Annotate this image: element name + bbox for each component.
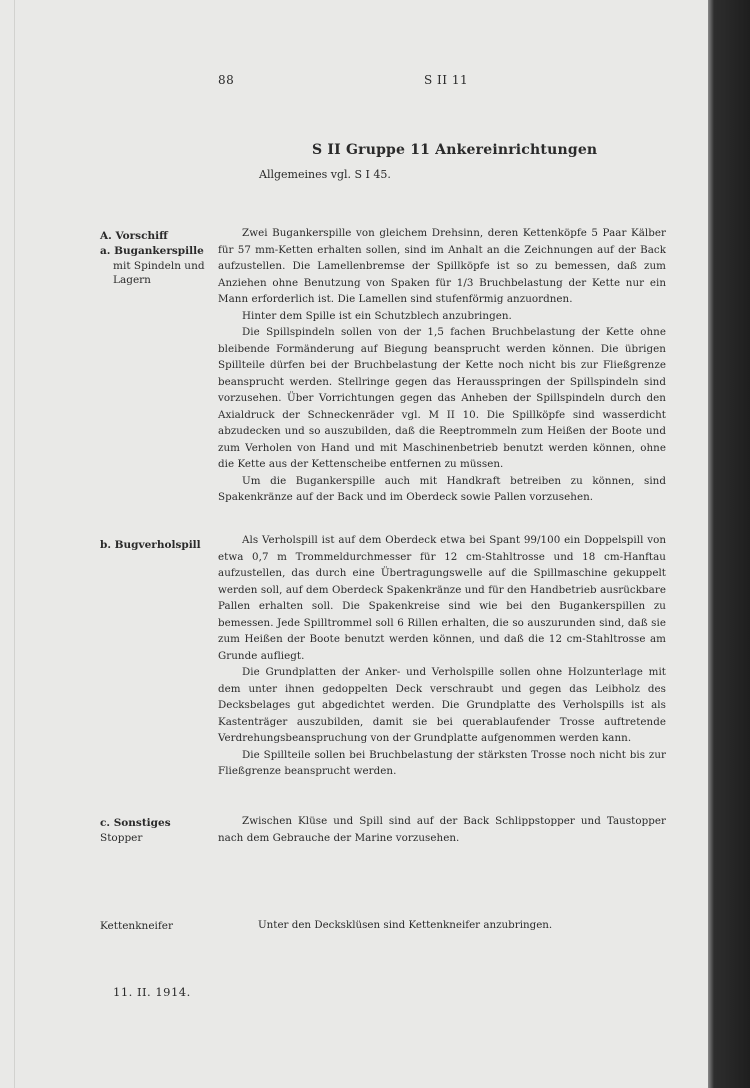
footer-date: 11. II. 1914.: [113, 985, 191, 999]
label-kettenkneifer: Kettenkneifer: [100, 920, 174, 932]
scan-edge: [708, 0, 750, 1088]
page-fold-line: [14, 0, 15, 1088]
paragraph: Als Verholspill ist auf dem Oberdeck etwa bei Spant 99/100 ein Doppelspill von etwa 0,7 m Trommeldurchmesser für 12 cm-Stahltrosse und 18 cm-Hanftau aufzustellen, das durch eine Übertragungswelle auf die Spillmaschine gekuppelt werden soll, auf dem Oberdeck Spakenkränze und für den Handbetrieb ausrückbare Pallen erhalten soll. Die Spakenkreise sind wie bei den Bugankerspillen zu bemessen. Jede Spilltrommel soll 6 Rillen erhalten, die so auszurunden sind, daß sie zum Heißen der Boote benutzt werden können, und daß die 12 cm-Stahltrosse am Grunde aufliegt.: [218, 534, 666, 662]
heading-vorschiff: A. Vorschiff: [100, 230, 168, 242]
paragraph: Die Spillteile sollen bei Bruchbelastung der stärksten Trosse noch nicht bis zur Fließgrenze beansprucht werden.: [218, 748, 666, 777]
sublabel-stopper: Stopper: [100, 832, 143, 844]
paragraph: Zwischen Klüse und Spill sind auf der Back Schlippstopper und Taustopper nach dem Gebrauche der Marine vorzusehen.: [218, 815, 666, 844]
body-sonstiges: [218, 813, 666, 846]
paragraph: Die Spillspindeln sollen von der 1,5 fachen Bruchbelastung der Kette ohne bleibende Formänderung auf Biegung beansprucht werden können. Die übrigen Spillteile dürfen bei der Bruchbelastung der Kette noch nicht bis zur Fließgrenze beansprucht werden. Stellringe gegen das Herausspringen der Spillspindeln sind vorzusehen. Über Vorrichtungen gegen das Anheben der Spillspindeln durch den Axialdruck der Schneckenräder vgl. M II 10. Die Spillköpfe sind wasserdicht abzudecken und so auszubilden, daß die Reeptrommeln zum Heißen der Boote und zum Verholen von Hand und mit Maschinenbetrieb benutzt werden können, ohne die Kette aus der Kettenscheibe entfernen zu müssen.: [218, 326, 666, 470]
paragraph: Zwei Bugankerspille von gleichem Drehsinn, deren Kettenköpfe 5 Paar Kälber für 57 mm-Ketten erhalten sollen, sind im Anhalt an die Zeichnungen auf der Back aufzustellen. Die Lamellenbremse der Spillköpfe ist so zu bemessen, daß zum Anziehen ohne Benutzung von Spaken für 1/3 Bruchbelastung der Kette nur ein Mann erforderlich ist. Die Lamellen sind stufenförmig anzuordnen.: [218, 227, 666, 305]
kettenkneifer-text: Unter den Decksklüsen sind Kettenkneifer anzubringen.: [258, 919, 553, 931]
sublabel-lagern: Lagern: [113, 274, 151, 286]
paragraph: Die Grundplatten der Anker- und Verholspille sollen ohne Holzunterlage mit dem unter ihnen gedoppelten Deck verschraubt und gegen das Leibholz des Decksbelages gut abgedichtet werden. Die Grundplatte des Verholspills ist als Kastenträger auszubilden, damit sie bei querablaufender Trosse auftretende Verdrehungsbeanspruchung von der Grundplatte aufgenommen werden kann.: [218, 666, 666, 744]
label-bugverholspill: b. Bugverholspill: [100, 539, 201, 551]
label-bugankerspille: a. Bugankerspille: [100, 245, 204, 257]
paragraph: Hinter dem Spille ist ein Schutzblech anzubringen.: [242, 309, 512, 322]
section-title: S II Gruppe 11 Ankereinrichtungen: [312, 142, 598, 158]
section-subtitle: Allgemeines vgl. S I 45.: [259, 168, 391, 181]
paragraph: Um die Bugankerspille auch mit Handkraft betreiben zu können, sind Spakenkränze auf der Back und im Oberdeck sowie Pallen vorzusehen.: [218, 474, 666, 503]
sublabel-spindeln: mit Spindeln und: [113, 260, 205, 272]
body-bugankerspille: [218, 225, 666, 506]
page-number: 88: [218, 73, 235, 87]
label-sonstiges: c. Sonstiges: [100, 817, 171, 829]
running-head: S II 11: [424, 73, 469, 87]
body-bugverholspill: [218, 532, 666, 780]
